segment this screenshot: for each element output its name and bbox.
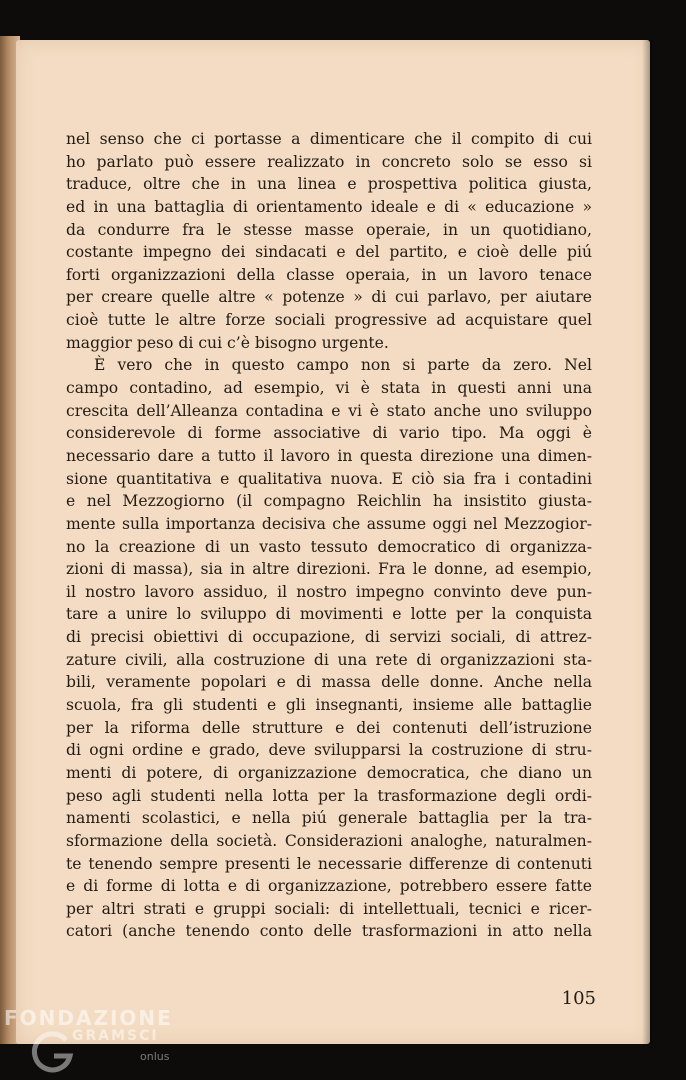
text-line: crescita dell’Alleanza contadina e vi è stato anche uno sviluppo: [66, 401, 592, 420]
page-number: 105: [561, 988, 596, 1009]
text-line: mente sulla importanza decisiva che assume oggi nel Mezzogior-: [66, 514, 592, 533]
text-line: forti organizzazioni della classe operaia, in un lavoro tenace: [66, 265, 592, 284]
text-line: il nostro lavoro assiduo, il nostro impegno convinto deve pun-: [66, 582, 592, 601]
text-line: cioè tutte le altre forze sociali progressive ad acquistare quel: [66, 311, 592, 330]
text-line: catori (anche tenendo conto delle trasformazioni in atto nella: [66, 922, 592, 941]
text-line: e di forme di lotta e di organizzazione, potrebbero essere fatte: [66, 877, 592, 896]
watermark-line2: GRAMSCI: [72, 1028, 159, 1044]
text-line: peso agli studenti nella lotta per la trasformazione degli ordi-: [66, 786, 592, 805]
text-line: bili, veramente popolari e di massa delle donne. Anche nella: [66, 673, 592, 692]
page-spine-shadow: [642, 40, 652, 1044]
text-line: e nel Mezzogiorno (il compagno Reichlin ha insistito giusta-: [66, 492, 592, 511]
paragraph-end-line: maggior peso di cui c’è bisogno urgente.: [66, 333, 389, 352]
text-line: te tenendo sempre presenti le necessarie differenze di contenuti: [66, 854, 592, 873]
text-line: menti di potere, di organizzazione democratica, che diano un: [66, 763, 592, 782]
text-line: di precisi obiettivi di occupazione, di servizi sociali, di attrez-: [66, 628, 592, 647]
text-line: no la creazione di un vasto tessuto democratico di organizza-: [66, 537, 592, 556]
text-line: traduce, oltre che in una linea e prospettiva politica giusta,: [66, 175, 592, 194]
text-line: nel senso che ci portasse a dimenticare che il compito di cui: [66, 130, 592, 148]
text-line: zature civili, alla costruzione di una rete di organizzazioni sta-: [66, 650, 592, 669]
page-body-text: [66, 128, 592, 943]
text-line: necessario dare a tutto il lavoro in questa direzione una dimen-: [66, 446, 592, 465]
text-line: namenti scolastici, e nella piú generale battaglia per la tra-: [66, 809, 592, 828]
text-line: per altri strati e gruppi sociali: di intellettuali, tecnici e ricer-: [66, 899, 592, 918]
text-line: da condurre fra le stesse masse operaie, in un quotidiano,: [66, 220, 592, 239]
text-line: costante impegno dei sindacati e del partito, e cioè delle piú: [66, 243, 592, 262]
fondazione-gramsci-watermark: [4, 1004, 204, 1080]
text-line: per la riforma delle strutture e dei contenuti dell’istruzione: [66, 718, 592, 737]
text-line: sformazione della società. Considerazioni analoghe, naturalmen-: [66, 831, 592, 850]
text-line: considerevole di forme associative di vario tipo. Ma oggi è: [66, 424, 592, 443]
text-line: ho parlato può essere realizzato in concreto solo se esso si: [66, 152, 592, 171]
text-line: sione quantitativa e qualitativa nuova. E ciò sia fra i contadini: [66, 469, 592, 488]
text-line: zioni di massa), sia in altre direzioni. Fra le donne, ad esempio,: [66, 560, 592, 579]
text-line: ed in una battaglia di orientamento ideale e di « educazione »: [66, 197, 592, 216]
text-line: di ogni ordine e grado, deve svilupparsi la costruzione di stru-: [66, 741, 592, 760]
text-line: per creare quelle altre « potenze » di cui parlavo, per aiutare: [66, 288, 592, 307]
paragraph-start-line: È vero che in questo campo non si parte da zero. Nel: [94, 356, 592, 375]
gramsci-logo-icon: [26, 1026, 78, 1078]
text-line: campo contadino, ad esempio, vi è stata in questi anni una: [66, 379, 592, 398]
text-line: scuola, fra gli studenti e gli insegnanti, insieme alle battaglie: [66, 696, 592, 715]
text-line: tare a unire lo sviluppo di movimenti e lotte per la conquista: [66, 605, 592, 624]
watermark-line3: onlus: [140, 1050, 170, 1063]
watermark-line1: FONDAZIONE: [4, 1006, 173, 1030]
